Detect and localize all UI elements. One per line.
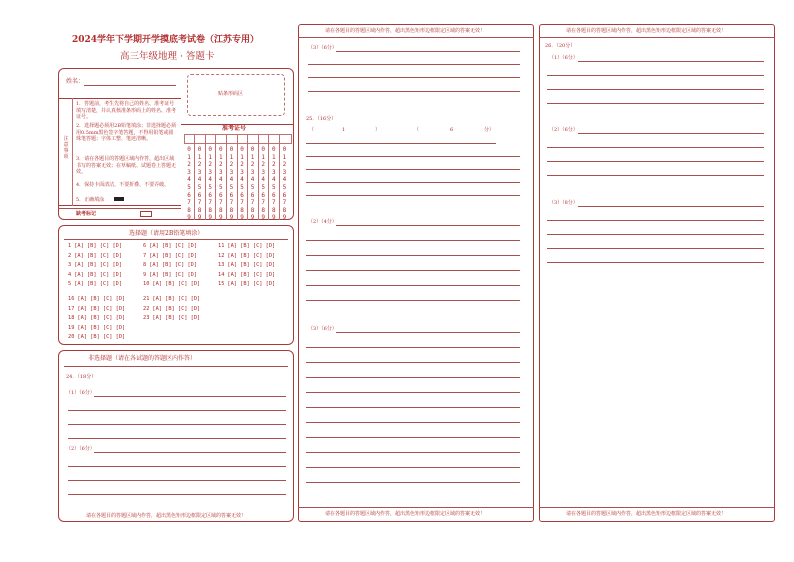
mcq-row[interactable] [143, 281, 200, 287]
mcq-options[interactable]: [A] [B] [C] [D] [74, 252, 123, 259]
mcq-row[interactable] [68, 306, 125, 312]
exam-number-digit[interactable]: 0 [187, 146, 191, 153]
note-2: 2．选择题必须用2B铅笔填涂；非选择题必须用0.5mm黑色签字笔答题，不得用铅笔或圆珠笔答题；字体工整、笔迹清晰。 [76, 123, 177, 142]
mcq-row[interactable] [68, 296, 125, 302]
exam-number-digit[interactable]: 6 [187, 191, 191, 199]
q25-answer-line[interactable] [306, 377, 520, 378]
exam-number-digit[interactable]: 2 [208, 161, 212, 169]
q26-3-label: （3）（8分） [549, 200, 578, 206]
mcq-question-number: 12 [218, 252, 225, 259]
q25-answer-line[interactable] [306, 482, 520, 483]
q24-answer-line[interactable] [94, 396, 286, 397]
mcq-row[interactable] [143, 253, 197, 259]
exam-number-digit[interactable]: 7 [261, 199, 265, 207]
exam-number-digit[interactable]: 4 [197, 176, 202, 184]
footer-notice-middle: 请在各题目的答题区域内作答，超出黑色矩形边框限定区域的答案无效！ [325, 511, 486, 517]
q25-answer-line[interactable] [306, 270, 520, 271]
exam-number-digit[interactable]: 8 [240, 206, 244, 214]
mcq-question-number: 10 [143, 281, 150, 288]
exam-number-digit[interactable]: 9 [282, 214, 287, 222]
q25-1-part: ） [375, 127, 381, 133]
q25-answer-line[interactable] [306, 437, 520, 438]
exam-number-digit[interactable]: 2 [218, 161, 223, 169]
exam-number-digit[interactable]: 6 [208, 191, 212, 199]
q25-answer-line[interactable] [306, 347, 520, 348]
q24-answer-line[interactable] [308, 77, 520, 78]
exam-number-digit[interactable]: 9 [218, 214, 223, 222]
mcq-title: 选择题（请用2B铅笔填涂） [129, 230, 204, 237]
q26-answer-line[interactable] [547, 75, 764, 76]
q24-answer-line[interactable] [94, 452, 286, 453]
exam-number-digit[interactable]: 1 [208, 153, 212, 161]
note-5: 5．正确填涂 [76, 197, 105, 203]
mcq-options[interactable]: [A] [B] [C] [D] [74, 271, 123, 278]
q25-answer-line[interactable] [306, 467, 520, 468]
mcq-row[interactable] [68, 272, 122, 278]
exam-number-digit[interactable]: 1 [282, 153, 287, 161]
mcq-row[interactable] [68, 315, 125, 321]
exam-number-digit-column[interactable] [280, 146, 288, 222]
mcq-question-number: 1 [68, 243, 72, 249]
name-line[interactable] [84, 85, 176, 86]
mcq-question-number: 19 [68, 324, 75, 331]
exam-number-digit[interactable]: 8 [218, 206, 223, 214]
exam-number-digit[interactable]: 8 [250, 206, 255, 214]
q24-answer-line[interactable] [308, 64, 520, 65]
q25-answer-line[interactable] [306, 407, 520, 408]
q26-label: 26．（20分） [545, 43, 576, 49]
exam-number-digit[interactable]: 5 [240, 183, 244, 191]
q24-2-label: （2）（6分） [66, 446, 95, 452]
exam-number-digit[interactable]: 8 [282, 206, 287, 214]
q24-answer-line[interactable] [68, 494, 286, 495]
exam-number-digit[interactable]: 3 [261, 168, 265, 176]
q26-answer-line[interactable] [578, 133, 764, 134]
mcq-options[interactable]: [A] [B] [C] [D] [227, 271, 276, 278]
exam-number-digit[interactable]: 5 [250, 183, 255, 191]
q24-answer-line[interactable] [68, 438, 286, 439]
exam-number-digit[interactable]: 0 [271, 146, 276, 153]
exam-number-digit[interactable]: 6 [229, 191, 234, 199]
mcq-question-number: 13 [218, 262, 225, 269]
exam-number-digit[interactable]: 9 [250, 214, 255, 222]
exam-title: 2024学年下学期开学摸底考试卷（江苏专用） [72, 35, 260, 45]
right-panel-frame [539, 24, 775, 522]
exam-number-digit[interactable]: 2 [240, 161, 244, 169]
exam-number-digit[interactable]: 5 [261, 183, 265, 191]
mcq-options[interactable]: [A] [B] [C] [D] [77, 334, 126, 341]
q24-label: 24．（18分） [66, 374, 97, 380]
exam-number-digit[interactable]: 7 [208, 199, 212, 207]
q26-answer-line[interactable] [547, 161, 764, 162]
q25-answer-line[interactable] [306, 255, 520, 256]
mcq-question-number: 15 [218, 281, 225, 288]
footer-notice-left: 请在各题目的答题区域内作答，超出黑色矩形边框限定区域的答案无效！ [86, 513, 247, 519]
nonmcq-title: 非选择题（请在各试题的答题区内作答） [88, 355, 197, 362]
exam-number-digit[interactable]: 4 [187, 176, 191, 184]
notes-heading: 注意事项 [63, 136, 69, 160]
q25-1-part: 1 [342, 127, 346, 133]
exam-number-digit-column[interactable] [196, 146, 204, 222]
q25-1-part: （ [309, 127, 315, 133]
q25-answer-line[interactable] [306, 240, 520, 241]
exam-number-digit[interactable]: 4 [282, 176, 287, 184]
exam-number-digit[interactable]: 6 [218, 191, 223, 199]
q25-answer-line[interactable] [306, 156, 520, 157]
exam-number-digit[interactable]: 5 [218, 183, 223, 191]
exam-number-digit-column[interactable] [249, 146, 257, 222]
q24-answer-line[interactable] [68, 410, 286, 411]
absent-checkbox[interactable] [140, 211, 152, 217]
mcq-row[interactable] [143, 272, 197, 278]
header-notice-right: 请在各题目的答题区域内作答，超出黑色矩形边框限定区域的答案无效！ [566, 28, 727, 34]
mcq-options[interactable]: [A] [B] [C] [D] [152, 305, 201, 312]
q26-answer-line[interactable] [578, 206, 764, 207]
q25-answer-line[interactable] [306, 392, 520, 393]
mcq-options[interactable]: [A] [B] [C] [D] [227, 281, 276, 288]
mcq-question-number: 11 [218, 243, 225, 249]
exam-number-digit-column[interactable] [238, 146, 246, 222]
mcq-question-number: 23 [143, 315, 150, 322]
exam-number-digit[interactable]: 2 [271, 161, 276, 169]
exam-number-digit[interactable]: 0 [282, 146, 287, 153]
exam-number-digit[interactable]: 1 [229, 153, 234, 161]
exam-number-digit[interactable]: 0 [229, 146, 234, 153]
exam-number-digit[interactable]: 2 [197, 161, 202, 169]
mcq-question-number: 16 [68, 296, 75, 302]
mcq-row[interactable] [143, 243, 197, 249]
q26-answer-line[interactable] [547, 147, 764, 148]
exam-number-input-row[interactable] [184, 134, 292, 144]
exam-number-digit[interactable]: 0 [250, 146, 255, 153]
q26-answer-line[interactable] [547, 220, 764, 221]
exam-number-digit[interactable]: 7 [197, 199, 202, 207]
note-4: 4．保持卡面清洁，不要折叠、不要弄破。 [76, 182, 170, 188]
q24-1-label: （1）（6分） [66, 390, 95, 396]
exam-number-digit[interactable]: 4 [250, 176, 255, 184]
exam-number-digit[interactable]: 3 [240, 168, 244, 176]
exam-number-digit[interactable]: 3 [271, 168, 276, 176]
exam-number-digit[interactable]: 2 [282, 161, 287, 169]
exam-number-digit[interactable]: 7 [187, 199, 191, 207]
exam-number-digit[interactable]: 5 [187, 183, 191, 191]
exam-number-digit[interactable]: 8 [261, 206, 265, 214]
q26-answer-line[interactable] [547, 248, 764, 249]
exam-number-digit[interactable]: 7 [229, 199, 234, 207]
mcq-row[interactable] [68, 262, 122, 268]
q25-1-part: 6 [450, 127, 454, 133]
exam-number-digit[interactable]: 1 [271, 153, 276, 161]
mcq-options[interactable]: [A] [B] [C] [D] [152, 281, 201, 288]
exam-number-digit[interactable]: 2 [250, 161, 255, 169]
mcq-options[interactable]: [A] [B] [C] [D] [77, 296, 126, 302]
q25-answer-line[interactable] [336, 332, 520, 333]
note-1: 1．答题前，考生先将自己的姓名、准考证号填写清楚，并认真核准条形码上的姓名、准考证号。 [76, 101, 177, 120]
exam-number-digit[interactable]: 3 [282, 168, 287, 176]
mcq-question-number: 2 [68, 252, 72, 259]
exam-number-digit[interactable]: 0 [261, 146, 265, 153]
exam-number-digit-column[interactable] [270, 146, 278, 222]
mcq-row[interactable] [218, 262, 275, 268]
mcq-row[interactable] [218, 243, 275, 249]
mcq-question-number: 17 [68, 305, 75, 312]
exam-number-digit-column[interactable] [259, 146, 267, 222]
mcq-row[interactable] [143, 306, 200, 312]
mcq-row[interactable] [218, 272, 275, 278]
exam-number-digit[interactable]: 2 [261, 161, 265, 169]
note-3: 3．请在各题目的答题区域内作答，超出区域书写的答案无效；在草稿纸、试题卷上答题无效。 [76, 156, 177, 175]
mcq-options[interactable]: [A] [B] [C] [D] [149, 252, 198, 259]
mcq-question-number: 3 [68, 262, 72, 269]
exam-number-digit[interactable]: 1 [187, 153, 191, 161]
name-label: 姓名： [66, 78, 85, 85]
mcq-options[interactable]: [A] [B] [C] [D] [227, 243, 276, 249]
q26-1-label: （1）（6分） [549, 55, 578, 61]
exam-number-digit[interactable]: 6 [250, 191, 255, 199]
mcq-row[interactable] [143, 296, 200, 302]
mcq-question-number: 5 [68, 281, 72, 288]
exam-number-digit[interactable]: 2 [229, 161, 234, 169]
exam-number-digit[interactable]: 9 [271, 214, 276, 222]
q25-answer-line[interactable] [306, 182, 520, 183]
exam-number-digit-column[interactable] [206, 146, 214, 222]
header-notice-middle: 请在各题目的答题区域内作答，超出黑色矩形边框限定区域的答案无效！ [325, 28, 486, 34]
mcq-question-number: 6 [143, 243, 147, 249]
exam-number-digit[interactable]: 9 [197, 214, 202, 222]
mcq-row[interactable] [68, 325, 125, 331]
mcq-options[interactable]: [A] [B] [C] [D] [77, 305, 126, 312]
mcq-options[interactable]: [A] [B] [C] [D] [77, 315, 126, 322]
mcq-row[interactable] [68, 334, 125, 340]
exam-number-digit[interactable]: 4 [261, 176, 265, 184]
mcq-row[interactable] [68, 281, 122, 287]
exam-number-digit[interactable]: 4 [218, 176, 223, 184]
q25-2-label: （2）（4分） [308, 219, 337, 225]
mcq-options[interactable]: [A] [B] [C] [D] [77, 324, 126, 331]
exam-number-digit[interactable]: 9 [229, 214, 234, 222]
exam-number-digit[interactable]: 1 [197, 153, 202, 161]
exam-number-digit[interactable]: 5 [208, 183, 212, 191]
exam-number-digit[interactable]: 7 [271, 199, 276, 207]
q24-answer-line[interactable] [68, 466, 286, 467]
subject-title: 高三年级地理 · 答题卡 [120, 51, 215, 62]
exam-number-digit[interactable]: 3 [250, 168, 255, 176]
exam-number-digit[interactable]: 1 [250, 153, 255, 161]
mcq-question-number: 4 [68, 271, 72, 278]
exam-number-digit[interactable]: 4 [240, 176, 244, 184]
exam-number-digit-column[interactable] [227, 146, 235, 222]
mcq-options[interactable]: [A] [B] [C] [D] [149, 271, 198, 278]
mcq-options[interactable]: [A] [B] [C] [D] [74, 262, 123, 269]
mcq-question-number: 22 [143, 305, 150, 312]
q26-answer-line[interactable] [547, 262, 764, 263]
exam-number-digit[interactable]: 9 [261, 214, 265, 222]
exam-number-digit[interactable]: 8 [208, 206, 212, 214]
q25-answer-line[interactable] [306, 169, 520, 170]
exam-number-digit[interactable]: 1 [218, 153, 223, 161]
exam-number-digit-column[interactable] [185, 146, 193, 222]
mcq-row[interactable] [68, 253, 122, 259]
mcq-options[interactable]: [A] [B] [C] [D] [149, 262, 198, 269]
mcq-options[interactable]: [A] [B] [C] [D] [227, 252, 276, 259]
exam-number-digit[interactable]: 3 [229, 168, 234, 176]
exam-number-digit[interactable]: 5 [271, 183, 276, 191]
mcq-options[interactable]: [A] [B] [C] [D] [74, 281, 123, 288]
q24-answer-line[interactable] [68, 424, 286, 425]
middle-panel-frame [298, 24, 534, 522]
filled-sample-mark [114, 197, 124, 201]
q25-1-part: （ [414, 127, 420, 133]
q26-answer-line[interactable] [578, 61, 764, 62]
q26-answer-line[interactable] [547, 89, 764, 90]
exam-number-digit[interactable]: 4 [229, 176, 234, 184]
exam-number-digit[interactable]: 6 [197, 191, 202, 199]
exam-number-digit[interactable]: 8 [197, 206, 202, 214]
q25-answer-line[interactable] [306, 452, 520, 453]
barcode-label: 贴条形码区 [218, 91, 244, 97]
exam-number-digit[interactable]: 6 [271, 191, 276, 199]
exam-number-digit[interactable]: 3 [187, 168, 191, 176]
exam-number-digit[interactable]: 1 [261, 153, 265, 161]
exam-number-digit[interactable]: 3 [218, 168, 223, 176]
exam-number-digit[interactable]: 9 [187, 214, 191, 222]
mcq-row[interactable] [218, 281, 275, 287]
exam-number-digit[interactable]: 0 [218, 146, 223, 153]
exam-number-digit[interactable]: 2 [187, 161, 191, 169]
q25-label: 25．（16分） [306, 116, 337, 122]
mcq-question-number: 18 [68, 315, 75, 322]
q25-answer-line[interactable] [336, 225, 520, 226]
mcq-options[interactable]: [A] [B] [C] [D] [227, 262, 276, 269]
exam-number-digit[interactable]: 7 [250, 199, 255, 207]
q25-answer-line[interactable] [306, 195, 520, 196]
exam-number-digit[interactable]: 9 [240, 214, 244, 222]
exam-number-digit[interactable]: 5 [197, 183, 202, 191]
exam-number-digit[interactable]: 8 [271, 206, 276, 214]
q24-answer-line[interactable] [308, 91, 520, 92]
mcq-question-number: 9 [143, 271, 147, 278]
exam-number-digit[interactable]: 6 [240, 191, 244, 199]
exam-number-digit[interactable]: 6 [282, 191, 287, 199]
mcq-question-number: 21 [143, 296, 150, 302]
q26-answer-line[interactable] [547, 103, 764, 104]
mcq-question-number: 8 [143, 262, 147, 269]
mcq-question-number: 14 [218, 271, 225, 278]
q26-answer-line[interactable] [547, 234, 764, 235]
q24-answer-line[interactable] [336, 51, 520, 52]
mcq-row[interactable] [218, 253, 275, 259]
q25-3-label: （3）（6分） [308, 326, 337, 332]
exam-number-digit[interactable]: 4 [208, 176, 212, 184]
exam-number-digit[interactable]: 0 [240, 146, 244, 153]
q26-2-label: （2）（6分） [549, 127, 578, 133]
mcq-question-number: 20 [68, 334, 75, 341]
exam-number-digit[interactable]: 0 [197, 146, 202, 153]
mcq-options[interactable]: [A] [B] [C] [D] [74, 243, 123, 249]
q25-answer-line[interactable] [306, 285, 520, 286]
exam-number-digit-column[interactable] [217, 146, 225, 222]
exam-number-digit[interactable]: 7 [282, 199, 287, 207]
exam-number-digit[interactable]: 3 [197, 168, 202, 176]
mcq-options[interactable]: [A] [B] [C] [D] [152, 296, 201, 302]
q25-answer-line[interactable] [306, 300, 520, 301]
exam-number-digit[interactable]: 4 [271, 176, 276, 184]
exam-number-digit[interactable]: 8 [187, 206, 191, 214]
exam-number-digit[interactable]: 7 [240, 199, 244, 207]
q24-answer-line[interactable] [68, 480, 286, 481]
mcq-row[interactable] [143, 315, 200, 321]
q25-answer-line[interactable] [306, 422, 520, 423]
exam-number-label: 准考证号 [222, 125, 247, 132]
q25-answer-line[interactable] [306, 143, 496, 144]
exam-number-digit[interactable]: 9 [208, 214, 212, 222]
q25-1-part: 分） [484, 127, 495, 133]
mcq-row[interactable] [143, 262, 197, 268]
exam-number-digit[interactable]: 5 [282, 183, 287, 191]
mcq-question-number: 7 [143, 252, 147, 259]
mcq-row[interactable] [68, 243, 122, 249]
exam-number-digit[interactable]: 3 [208, 168, 212, 176]
footer-notice-right: 请在各题目的答题区域内作答，超出黑色矩形边框限定区域的答案无效！ [566, 511, 727, 517]
q26-answer-line[interactable] [547, 175, 764, 176]
exam-number-digit[interactable]: 7 [218, 199, 223, 207]
exam-number-digit[interactable]: 0 [208, 146, 212, 153]
mcq-options[interactable]: [A] [B] [C] [D] [149, 243, 198, 249]
mcq-options[interactable]: [A] [B] [C] [D] [152, 315, 201, 322]
absent-label: 缺考标记 [76, 211, 97, 217]
exam-number-digit[interactable]: 8 [229, 206, 234, 214]
q24-3-label: （3）（6分） [308, 45, 337, 51]
exam-number-digit[interactable]: 5 [229, 183, 234, 191]
q25-answer-line[interactable] [306, 362, 520, 363]
exam-number-digit[interactable]: 6 [261, 191, 265, 199]
exam-number-digit[interactable]: 1 [240, 153, 244, 161]
